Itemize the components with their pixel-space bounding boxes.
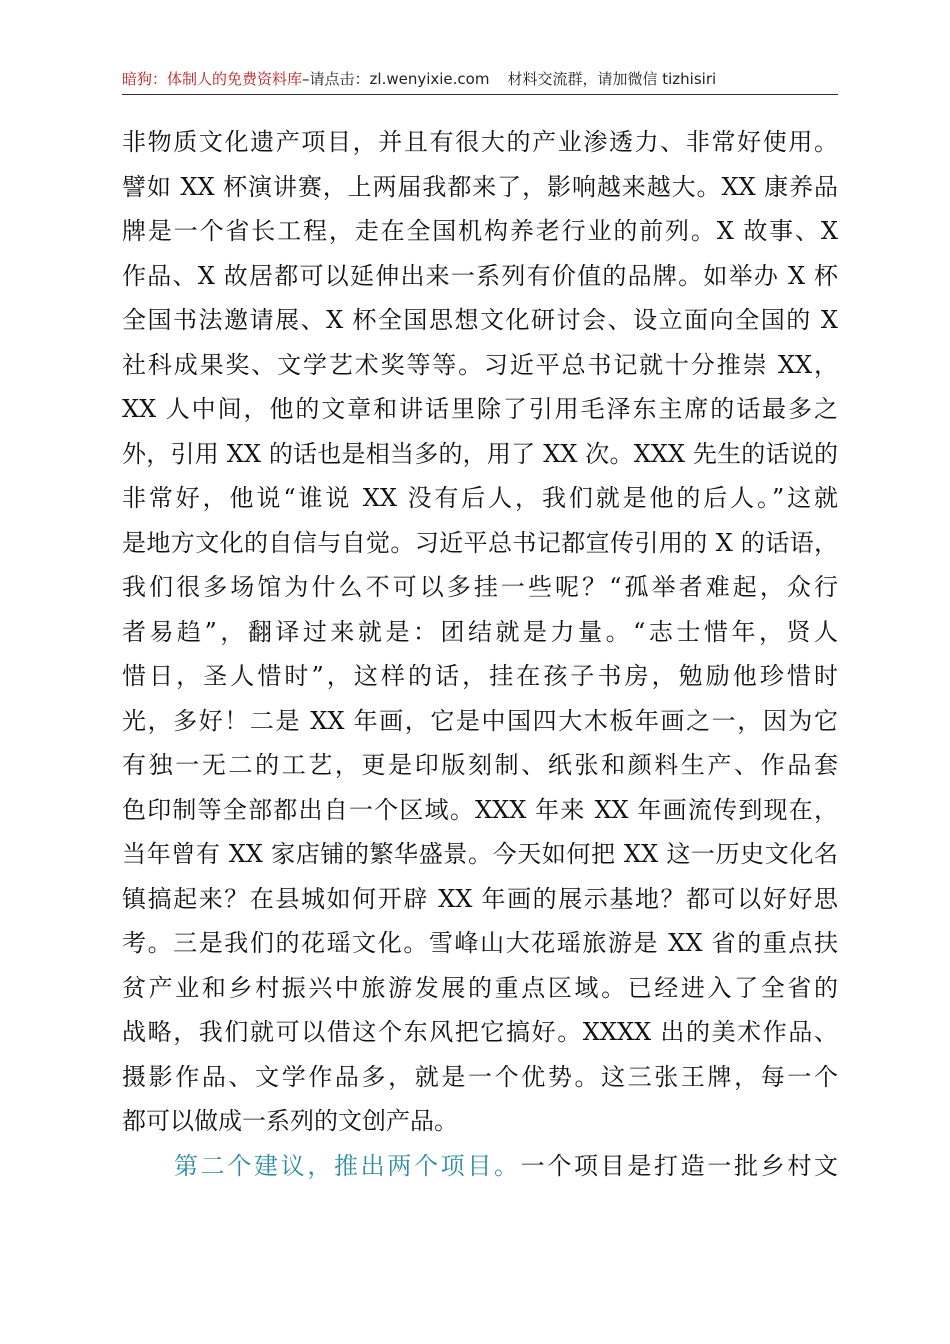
text-line: 摄影作品、文学作品多，就是一个优势。这三张王牌，每一个 — [122, 1062, 838, 1091]
section-2-text: 一个项目是打造一批乡村文 — [520, 1151, 839, 1180]
text-line: 都可以做成一系列的文创产品。 — [122, 1107, 458, 1135]
text-line: 镇搞起来？在县城如何开辟 XX 年画的展示基地？都可以好好思 — [122, 884, 838, 913]
text-line: 有独一无二的工艺，更是印版刻制、纸张和颜料生产、作品套 — [122, 751, 838, 779]
text-line: 考。三是我们的花瑶文化。雪峰山大花瑶旅游是 XX 省的重点扶 — [122, 929, 838, 957]
text-line: 战略，我们就可以借这个东风把它搞好。XXXX 出的美术作品、 — [122, 1018, 838, 1046]
text-line: 社科成果奖、文学艺术奖等等。习近平总书记就十分推崇 XX， — [122, 350, 838, 379]
text-line: 作品、X 故居都可以延伸出来一系列有价值的品牌。如举办 X 杯 — [122, 261, 838, 290]
text-line: 贫产业和乡村振兴中旅游发展的重点区域。已经进入了全省的 — [122, 973, 838, 1002]
header-click-prompt: –请点击： — [302, 70, 370, 88]
text-line: 当年曾有 XX 家店铺的繁华盛景。今天如何把 XX 这一历史文化名 — [122, 840, 838, 868]
text-line: 全国书法邀请展、X 杯全国思想文化研讨会、设立面向全国的 X — [122, 306, 838, 334]
text-line: 是地方文化的自信与自觉。习近平总书记都宣传引用的 X 的话语， — [122, 528, 838, 557]
header-site-name: 暗狗：体制人的免费资料库 — [122, 70, 303, 88]
text-line: 非常好，他说“谁说 XX 没有后人，我们就是他的后人。”这就 — [122, 484, 838, 512]
text-line: 譬如 XX 杯演讲赛，上两届我都来了，影响越来越大。XX 康养品 — [122, 172, 838, 201]
text-line: 色印制等全部都出自一个区域。XXX 年来 XX 年画流传到现在， — [122, 795, 838, 824]
text-line: 非物质文化遗产项目，并且有很大的产业渗透力、非常好使用。 — [122, 128, 838, 156]
text-line: 我们很多场馆为什么不可以多挂一些呢？“孤举者难起，众行 — [122, 573, 838, 601]
header-divider — [122, 94, 838, 95]
text-line: 外，引用 XX 的话也是相当多的，用了 XX 次。XXX 先生的话说的 — [122, 439, 838, 468]
text-line: XX 人中间，他的文章和讲话里除了引用毛泽东主席的话最多之 — [122, 395, 838, 423]
header-url-link[interactable]: zl.wenyixie.com — [369, 70, 490, 88]
text-line: 光，多好！二是 XX 年画，它是中国四大木板年画之一，因为它 — [122, 706, 838, 735]
text-line: 惜日，圣人惜时”，这样的话，挂在孩子书房，勉励他珍惜时 — [122, 662, 838, 690]
text-line: 牌是一个省长工程，走在全国机构养老行业的前列。X 故事、X — [122, 217, 838, 245]
section-2-paragraph — [122, 1144, 838, 1189]
section-2-heading: 第二个建议，推出两个项目。 — [174, 1151, 521, 1180]
body-text — [122, 120, 838, 1188]
page-header — [122, 68, 838, 94]
text-line: 者易趋”，翻译过来就是：团结就是力量。“志士惜年，贤人 — [122, 617, 838, 646]
header-wechat-note: 材料交流群，请加微信 tizhisiri — [507, 70, 717, 88]
